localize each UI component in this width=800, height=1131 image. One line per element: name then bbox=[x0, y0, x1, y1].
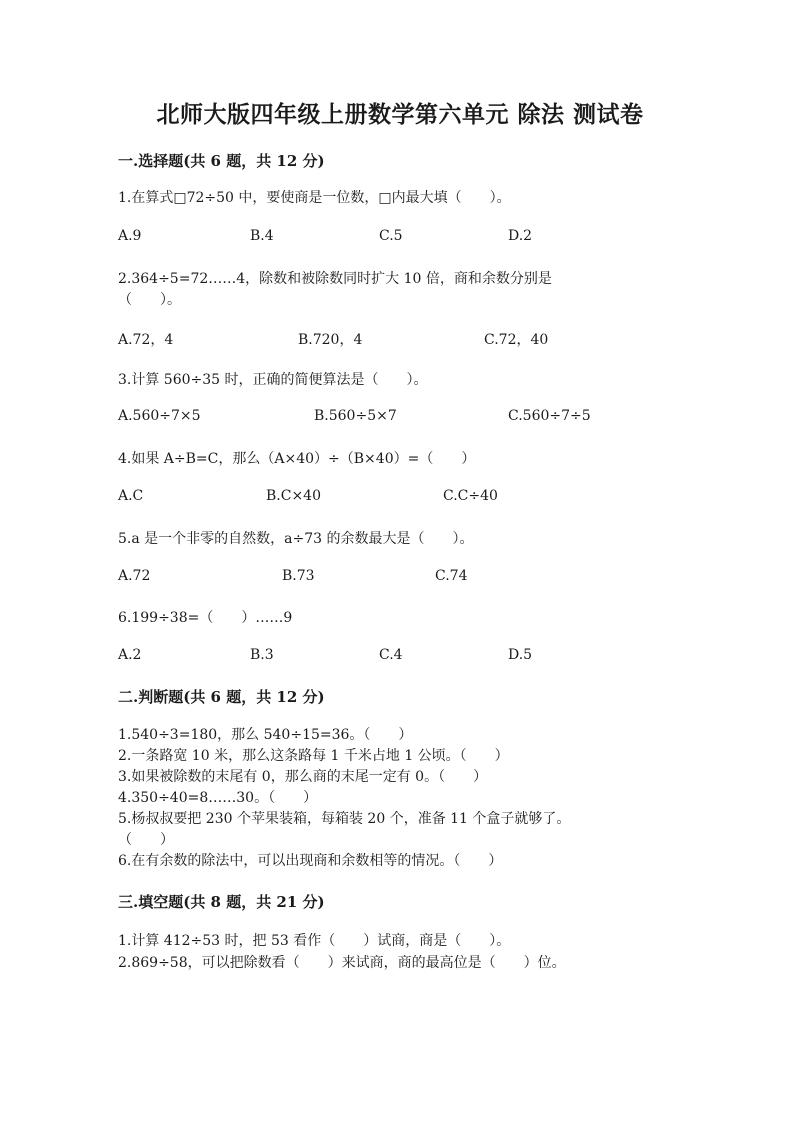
judgement-line-3: 3.如果被除数的末尾有 0，那么商的末尾一定有 0。（ ） bbox=[118, 769, 488, 785]
option-2b: B.720，4 bbox=[298, 332, 363, 348]
question-4: 4.如果 A÷B=C，那么（A×40）÷（B×40）=（ ） bbox=[118, 451, 476, 467]
judgement-line-5: 5.杨叔叔要把 230 个苹果装箱，每箱装 20 个，准备 11 个盒子就够了。 bbox=[118, 811, 571, 827]
option-3a: A.560÷7×5 bbox=[118, 408, 201, 424]
question-5: 5.a 是一个非零的自然数，a÷73 的余数最大是（ ）。 bbox=[118, 531, 474, 547]
option-3b: B.560÷5×7 bbox=[314, 408, 397, 424]
judgement-line-6: 6.在有余数的除法中，可以出现商和余数相等的情况。（ ） bbox=[118, 853, 503, 869]
option-3c: C.560÷7÷5 bbox=[508, 408, 591, 424]
option-5b: B.73 bbox=[282, 568, 315, 584]
judgement-line-1: 1.540÷3=180，那么 540÷15=36。（ ） bbox=[118, 727, 413, 743]
option-6c: C.4 bbox=[379, 647, 403, 663]
question-2-line-1: 2.364÷5=72……4，除数和被除数同时扩大 10 倍，商和余数分别是 bbox=[118, 271, 552, 287]
option-1d: D.2 bbox=[508, 228, 533, 244]
fill-line-1: 1.计算 412÷53 时，把 53 看作（ ）试商，商是（ ）。 bbox=[118, 933, 511, 949]
option-1a: A.9 bbox=[118, 228, 142, 244]
judgement-line-2: 2.一条路宽 10 米，那么这条路每 1 千米占地 1 公顷。（ ） bbox=[118, 748, 509, 764]
page-title: 北师大版四年级上册数学第六单元 除法 测试卷 bbox=[156, 101, 644, 128]
option-5a: A.72 bbox=[118, 568, 151, 584]
option-6b: B.3 bbox=[250, 647, 274, 663]
judgement-line-5-cont: （ ） bbox=[118, 832, 174, 848]
option-6d: D.5 bbox=[508, 647, 533, 663]
option-4c: C.C÷40 bbox=[443, 488, 498, 504]
option-4b: B.C×40 bbox=[266, 488, 321, 504]
section-heading-choice: 一.选择题(共 6 题，共 12 分) bbox=[118, 152, 325, 170]
judgement-line-4: 4.350÷40=8……30。（ ） bbox=[118, 790, 318, 806]
section-heading-fill: 三.填空题(共 8 题，共 21 分) bbox=[118, 893, 325, 911]
option-2a: A.72，4 bbox=[118, 332, 174, 348]
option-6a: A.2 bbox=[118, 647, 142, 663]
question-2-line-2: （ ）。 bbox=[118, 292, 181, 308]
question-6: 6.199÷38=（ ）……9 bbox=[118, 610, 293, 626]
option-2c: C.72，40 bbox=[484, 332, 549, 348]
option-5c: C.74 bbox=[435, 568, 468, 584]
option-4a: A.C bbox=[118, 488, 144, 504]
question-3: 3.计算 560÷35 时，正确的简便算法是（ ）。 bbox=[118, 372, 428, 388]
section-heading-judgement: 二.判断题(共 6 题，共 12 分) bbox=[118, 688, 325, 706]
fill-line-2: 2.869÷58，可以把除数看（ ）来试商，商的最高位是（ ）位。 bbox=[118, 955, 566, 971]
option-1b: B.4 bbox=[250, 228, 274, 244]
option-1c: C.5 bbox=[379, 228, 403, 244]
question-1: 1.在算式□72÷50 中，要使商是一位数，□内最大填（ ）。 bbox=[118, 190, 511, 206]
